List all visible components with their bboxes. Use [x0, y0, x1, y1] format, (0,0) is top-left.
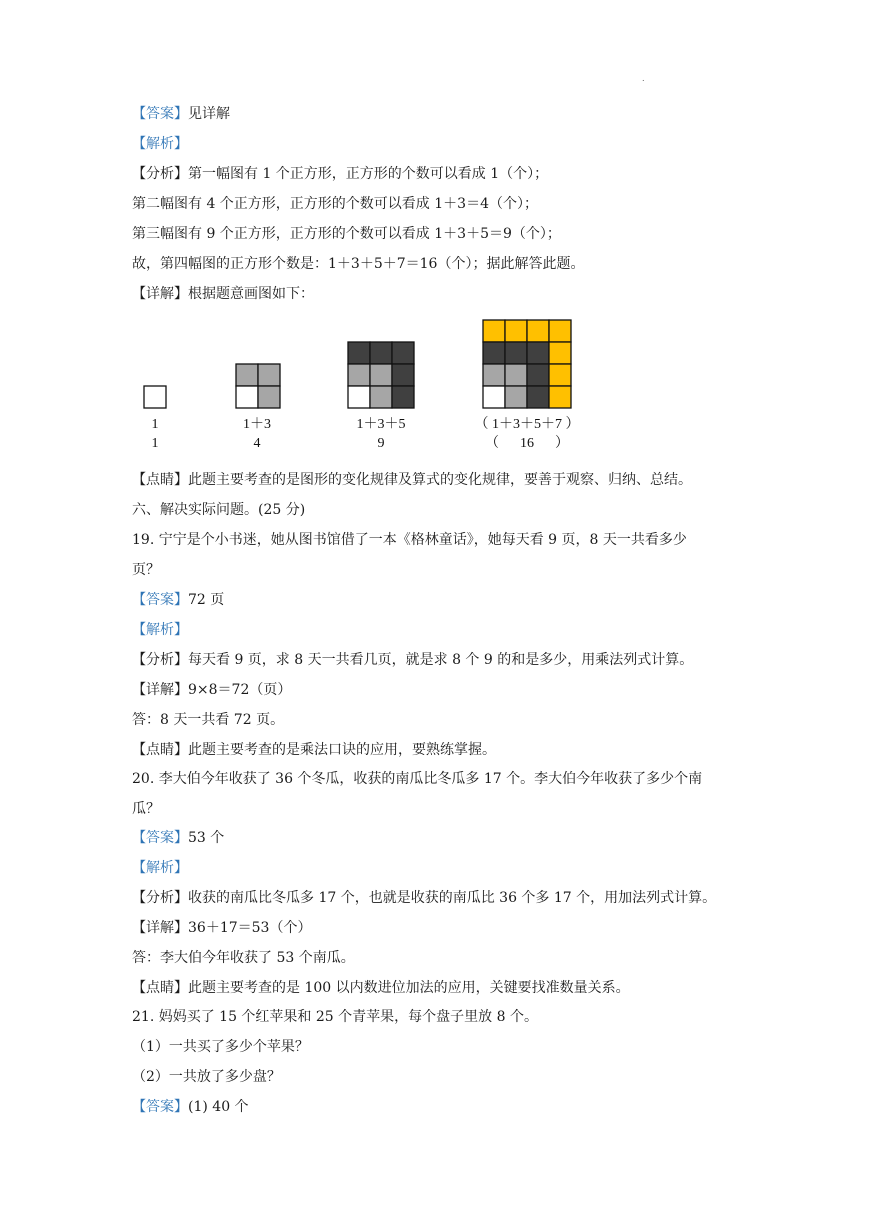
q18-answer-line — [132, 105, 230, 123]
figure-count-1: 1 — [151, 436, 159, 451]
grid-2-square — [236, 364, 258, 386]
grid-3-square — [348, 364, 370, 386]
q20-fenxi-line — [132, 889, 716, 907]
grid-4-square — [483, 342, 505, 364]
q18-analysis-line — [132, 135, 188, 153]
q20-fenxi-text: 收获的南瓜比冬瓜多 17 个，也就是收获的南瓜比 36 个多 17 个，用加法列式计算。 — [188, 890, 717, 906]
q19-fenxi-text: 每天看 9 页，求 8 天一共看几页，就是求 8 个 9 的和是多少，用乘法列式计算。 — [188, 652, 694, 668]
q19-detail-text: 9×8＝72（页） — [188, 682, 292, 698]
square-pattern-figure — [132, 316, 592, 456]
q19-question-line-1: 19. 宁宁是个小书迷，她从图书馆借了一本《格林童话》，她每天看 9 页，8 天一共看多少 — [132, 532, 687, 548]
q20-answer-text: 53 个 — [188, 830, 225, 846]
grid-4-square — [549, 386, 571, 408]
grid-4-square — [505, 342, 527, 364]
grid-4-square — [549, 364, 571, 386]
grid-3-square — [392, 364, 414, 386]
grid-3-square — [392, 342, 414, 364]
q20-detail-text: 36＋17＝53（个） — [188, 920, 312, 936]
q18-fenxi-text: 第一幅图有 1 个正方形，正方形的个数可以看成 1（个）； — [188, 166, 549, 182]
grid-3-square — [392, 386, 414, 408]
grid-3-square — [348, 386, 370, 408]
grid-2-square — [236, 386, 258, 408]
comment-tag: 【点睛】 — [132, 472, 188, 488]
q21-answer-line — [132, 1098, 249, 1116]
q19-answer-text: 72 页 — [188, 592, 225, 608]
q19-fenxi-line — [132, 651, 693, 669]
q18-line-2: 第二幅图有 4 个正方形，正方形的个数可以看成 1＋3＝4（个）； — [132, 196, 538, 212]
figure-count-2: 4 — [253, 436, 261, 451]
answer-tag: 【答案】 — [132, 830, 188, 846]
q21-answer-text: (1) 40 个 — [188, 1099, 249, 1115]
figure-label-2: 1＋3 — [243, 417, 271, 432]
analysis-tag: 【解析】 — [132, 860, 188, 876]
detail-tag: 【详解】 — [132, 920, 188, 936]
q18-comment-line — [132, 471, 692, 489]
q20-answer-line — [132, 829, 224, 847]
grid-3-square — [348, 342, 370, 364]
q19-reply-line: 答：8 天一共看 72 页。 — [132, 712, 285, 728]
q21-sub-question-2: （2）一共放了多少盘？ — [132, 1069, 281, 1085]
q20-question-line-2: 瓜？ — [132, 801, 160, 817]
grid-2-square — [258, 386, 280, 408]
q20-analysis-line — [132, 859, 188, 877]
q20-comment-line — [132, 979, 630, 997]
fenxi-tag: 【分析】 — [132, 890, 188, 906]
q18-line-3: 第三幅图有 9 个正方形，正方形的个数可以看成 1＋3＋5＝9（个）； — [132, 226, 561, 242]
comment-tag: 【点睛】 — [132, 742, 188, 758]
q18-detail-line — [132, 285, 314, 303]
grid-4-square — [527, 364, 549, 386]
grid-4-square — [505, 320, 527, 342]
q19-answer-line — [132, 591, 224, 609]
figure-label-3: 1＋3＋5 — [356, 417, 406, 432]
q19-analysis-line — [132, 621, 188, 639]
grid-4-square — [505, 364, 527, 386]
comment-tag: 【点睛】 — [132, 980, 188, 996]
grid-3-square — [370, 364, 392, 386]
figure-label-1: 1 — [151, 417, 159, 432]
q19-comment-line — [132, 741, 496, 759]
answer-tag: 【答案】 — [132, 106, 188, 122]
q20-reply-line: 答：李大伯今年收获了 53 个南瓜。 — [132, 950, 355, 966]
figure-count-3: 9 — [377, 436, 385, 451]
fenxi-tag: 【分析】 — [132, 166, 188, 182]
q20-detail-line — [132, 919, 311, 937]
grid-1-square — [144, 386, 166, 408]
header-mark: . — [642, 74, 645, 83]
section-6-heading: 六、解决实际问题。(25 分) — [132, 502, 306, 518]
figure-count-4: （ 16 ） — [485, 436, 569, 451]
grid-2-square — [258, 364, 280, 386]
grid-4-square — [527, 342, 549, 364]
grid-4-square — [527, 386, 549, 408]
q21-sub-question-1: （1）一共买了多少个苹果？ — [132, 1039, 309, 1055]
q21-question-line: 21. 妈妈买了 15 个红苹果和 25 个青苹果，每个盘子里放 8 个。 — [132, 1009, 538, 1025]
q18-line-4: 故，第四幅图的正方形个数是：1＋3＋5＋7＝16（个）；据此解答此题。 — [132, 256, 585, 272]
detail-tag: 【详解】 — [132, 682, 188, 698]
detail-tag: 【详解】 — [132, 286, 188, 302]
grid-4-square — [505, 386, 527, 408]
q18-fenxi-line — [132, 165, 548, 183]
q19-detail-line — [132, 681, 291, 699]
q19-comment-text: 此题主要考查的是乘法口诀的应用，要熟练掌握。 — [188, 742, 496, 758]
grid-4-square — [483, 320, 505, 342]
figure-label-4: （ 1＋3＋5＋7 ） — [474, 417, 580, 432]
grid-4-square — [549, 342, 571, 364]
analysis-tag: 【解析】 — [132, 136, 188, 152]
answer-tag: 【答案】 — [132, 592, 188, 608]
analysis-tag: 【解析】 — [132, 622, 188, 638]
grid-4-square — [549, 320, 571, 342]
grid-4-square — [527, 320, 549, 342]
grid-3-square — [370, 386, 392, 408]
grid-4-square — [483, 364, 505, 386]
q20-question-line-1: 20. 李大伯今年收获了 36 个冬瓜，收获的南瓜比冬瓜多 17 个。李大伯今年收获了多少个南 — [132, 771, 703, 787]
q19-question-line-2: 页？ — [132, 562, 160, 578]
q18-comment-text: 此题主要考查的是图形的变化规律及算式的变化规律，要善于观察、归纳、总结。 — [188, 472, 692, 488]
grid-3-square — [370, 342, 392, 364]
answer-tag: 【答案】 — [132, 1099, 188, 1115]
q18-answer-text: 见详解 — [188, 106, 230, 122]
grid-4-square — [483, 386, 505, 408]
fenxi-tag: 【分析】 — [132, 652, 188, 668]
q20-comment-text: 此题主要考查的是 100 以内数进位加法的应用，关键要找准数量关系。 — [188, 980, 630, 996]
q18-detail-text: 根据题意画图如下： — [188, 286, 314, 302]
